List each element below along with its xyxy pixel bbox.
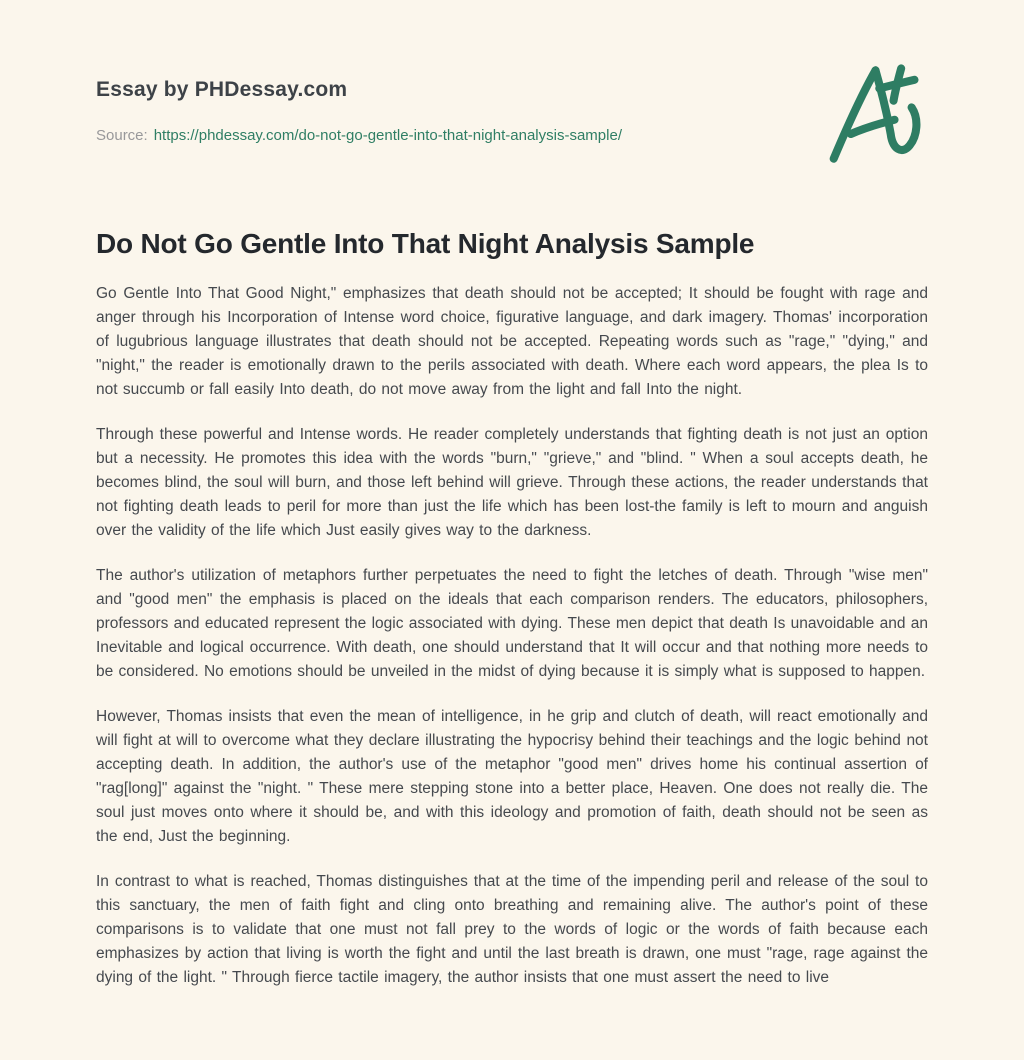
source-line: [96, 127, 928, 144]
essay-body: [96, 282, 928, 990]
byline: Essay by PHDessay.com: [96, 78, 348, 101]
page-title: Do Not Go Gentle Into That Night Analysis Sample: [96, 228, 755, 259]
source-label: Source:: [96, 127, 148, 144]
essay-paragraph-4: However, Thomas insists that even the mean of intelligence, in he grip and clutch of death, will react emotionally and will fight at will to overcome what they declare illustrating the hypocrisy behind their teachings and the logic behind not accepting death. In addition, the author's use of the metaphor "good men" drives home his continual assertion of "rag[long]" against the "night. " These mere stepping stone into a better place, Heaven. One does not really die. The soul just moves onto where it should be, and with this ideology and promotion of faith, death should not be seen as the end, Just the beginning.: [96, 708, 928, 845]
essay-paragraph-3: The author's utilization of metaphors further perpetuates the need to fight the letches of death. Through "wise men" and "good men" the emphasis is placed on the ideals that each comparison renders. The educators, philosophers, professors and educated represent the logic associated with dying. These men depict that death Is unavoidable and an Inevitable and logical occurrence. With death, one should understand that It will occur and that nothing more needs to be considered. No emotions should be unveiled in the midst of dying because it is simply what is supposed to happen.: [96, 567, 928, 680]
essay-paragraph-2: Through these powerful and Intense words. He reader completely understands that fighting death is not just an option but a necessity. He promotes this idea with the words "burn," "grieve," and "blind. " When a soul accepts death, he becomes blind, the soul will burn, and those left behind will grieve. Through these actions, the reader understands that not fighting death leads to peril for more than just the life which has been lost-the family is left to mourn and anguish over the validity of the life which Just easily gives way to the darkness.: [96, 426, 928, 539]
essay-paragraph-5: In contrast to what is reached, Thomas distinguishes that at the time of the impending peril and release of the soul to this sanctuary, the men of faith fight and cling onto breathing and remaining alive. The author's point of these comparisons is to validate that one must not fall prey to the words of logic or the words of faith because each emphasizes by action that living is worth the fight and until the last breath is drawn, one must "rage, rage against the dying of the light. " Through fierce tactile imagery, the author insists that one must assert the need to live: [96, 873, 928, 986]
source-link[interactable]: https://phdessay.com/do-not-go-gentle-into-that-night-analysis-sample/: [153, 127, 622, 144]
a-plus-logo-icon: [828, 58, 942, 172]
essay-paragraph-1: Go Gentle Into That Good Night," emphasizes that death should not be accepted; It should be fought with rage and anger through his Incorporation of Intense word choice, figurative language, and dark imagery. Thomas' incorporation of lugubrious language illustrates that death should not be accepted. Repeating words such as "rage," "dying," and "night," the reader is emotionally drawn to the perils associated with death. Where each word appears, the plea Is to not succumb or fall easily Into death, do not move away from the light and fall Into the night.: [96, 285, 928, 398]
